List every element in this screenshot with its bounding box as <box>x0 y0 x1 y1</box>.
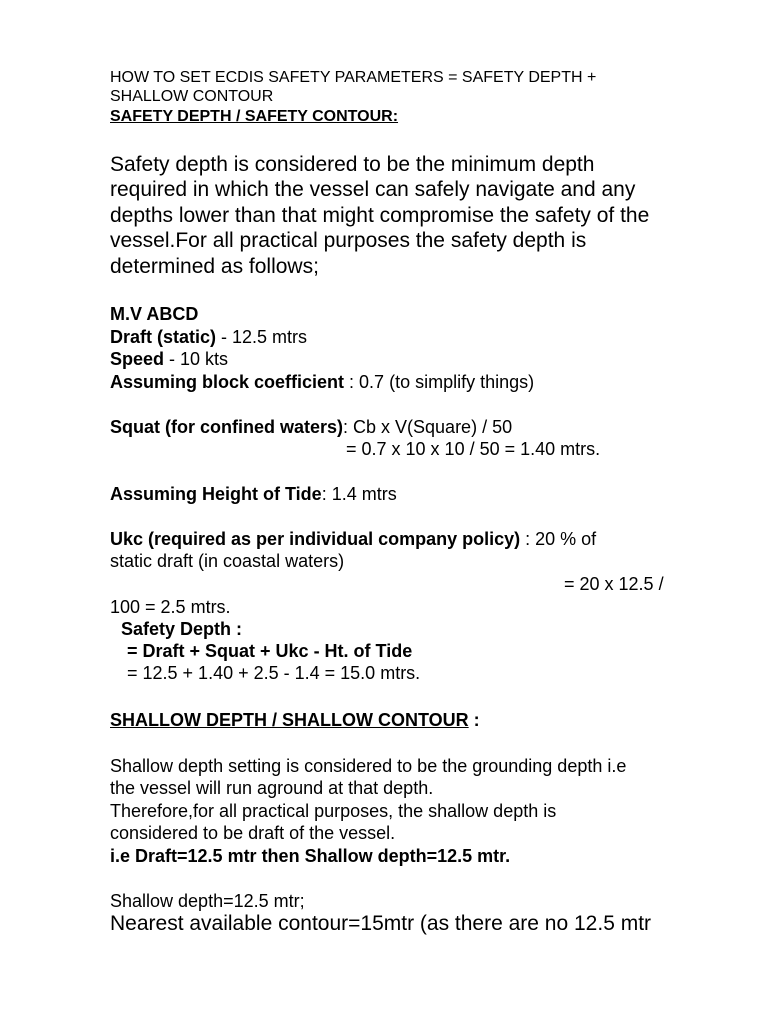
ukc-label: Ukc (required as per individual company policy) <box>110 529 521 549</box>
intro-line-1: Safety depth is considered to be the minimum depth <box>110 153 595 176</box>
squat-formula: : Cb x V(Square) / 50 <box>343 417 513 437</box>
vessel-name: M.V ABCD <box>110 304 199 324</box>
intro-line-4: vessel.For all practical purposes the safety depth is <box>110 229 587 252</box>
ukc-line-2: static draft (in coastal waters) <box>110 551 345 571</box>
intro-line-5: determined as follows; <box>110 255 319 278</box>
nearest-contour: Nearest available contour=15mtr (as there are no 12.5 mtr <box>110 912 652 935</box>
block-coefficient-label: Assuming block coefficient <box>110 372 345 392</box>
shallow-line-3: Therefore,for all practical purposes, the shallow depth is <box>110 801 557 821</box>
tide-line <box>110 485 397 503</box>
squat-label: Squat (for confined waters) <box>110 417 344 437</box>
ukc-line-3: = 20 x 12.5 / <box>564 574 664 594</box>
section-title-shallow-depth-line <box>110 711 480 729</box>
draft-label: Draft (static) <box>110 327 217 347</box>
safety-depth-label: Safety Depth : <box>121 619 243 639</box>
document-heading-line-2: SHALLOW CONTOUR <box>110 88 274 105</box>
squat-result: = 0.7 x 10 x 10 / 50 = 1.40 mtrs. <box>346 439 601 459</box>
tide-value: : 1.4 mtrs <box>321 484 397 504</box>
block-coefficient-line <box>110 373 534 391</box>
safety-depth-formula: = Draft + Squat + Ukc - Ht. of Tide <box>127 641 413 661</box>
document-heading-line-1: HOW TO SET ECDIS SAFETY PARAMETERS = SAFETY DEPTH + <box>110 69 597 86</box>
section-title-shallow-depth: SHALLOW DEPTH / SHALLOW CONTOUR <box>110 710 469 730</box>
ukc-line-4: 100 = 2.5 mtrs. <box>110 597 231 617</box>
squat-line <box>110 418 512 436</box>
block-coefficient-value: : 0.7 (to simplify things) <box>344 372 535 392</box>
intro-line-3: depths lower than that might compromise the safety of the <box>110 204 650 227</box>
shallow-line-2: the vessel will run aground at that depth. <box>110 778 434 798</box>
section-title-suffix: : <box>468 710 480 730</box>
ukc-line <box>110 530 596 548</box>
speed-line <box>110 350 228 368</box>
section-title-safety-depth: SAFETY DEPTH / SAFETY CONTOUR: <box>110 108 399 125</box>
shallow-line-1: Shallow depth setting is considered to be the grounding depth i.e <box>110 756 627 776</box>
ukc-value: : 20 % of <box>520 529 597 549</box>
speed-value: - 10 kts <box>164 349 229 369</box>
tide-label: Assuming Height of Tide <box>110 484 322 504</box>
shallow-bold-line: i.e Draft=12.5 mtr then Shallow depth=12.5 mtr. <box>110 846 511 866</box>
draft-line <box>110 328 307 346</box>
shallow-setting: Shallow depth=12.5 mtr; <box>110 891 305 911</box>
safety-depth-result: = 12.5 + 1.40 + 2.5 - 1.4 = 15.0 mtrs. <box>127 663 421 683</box>
speed-label: Speed <box>110 349 165 369</box>
shallow-line-4: considered to be draft of the vessel. <box>110 823 396 843</box>
draft-value: - 12.5 mtrs <box>216 327 308 347</box>
intro-line-2: required in which the vessel can safely navigate and any <box>110 178 636 201</box>
